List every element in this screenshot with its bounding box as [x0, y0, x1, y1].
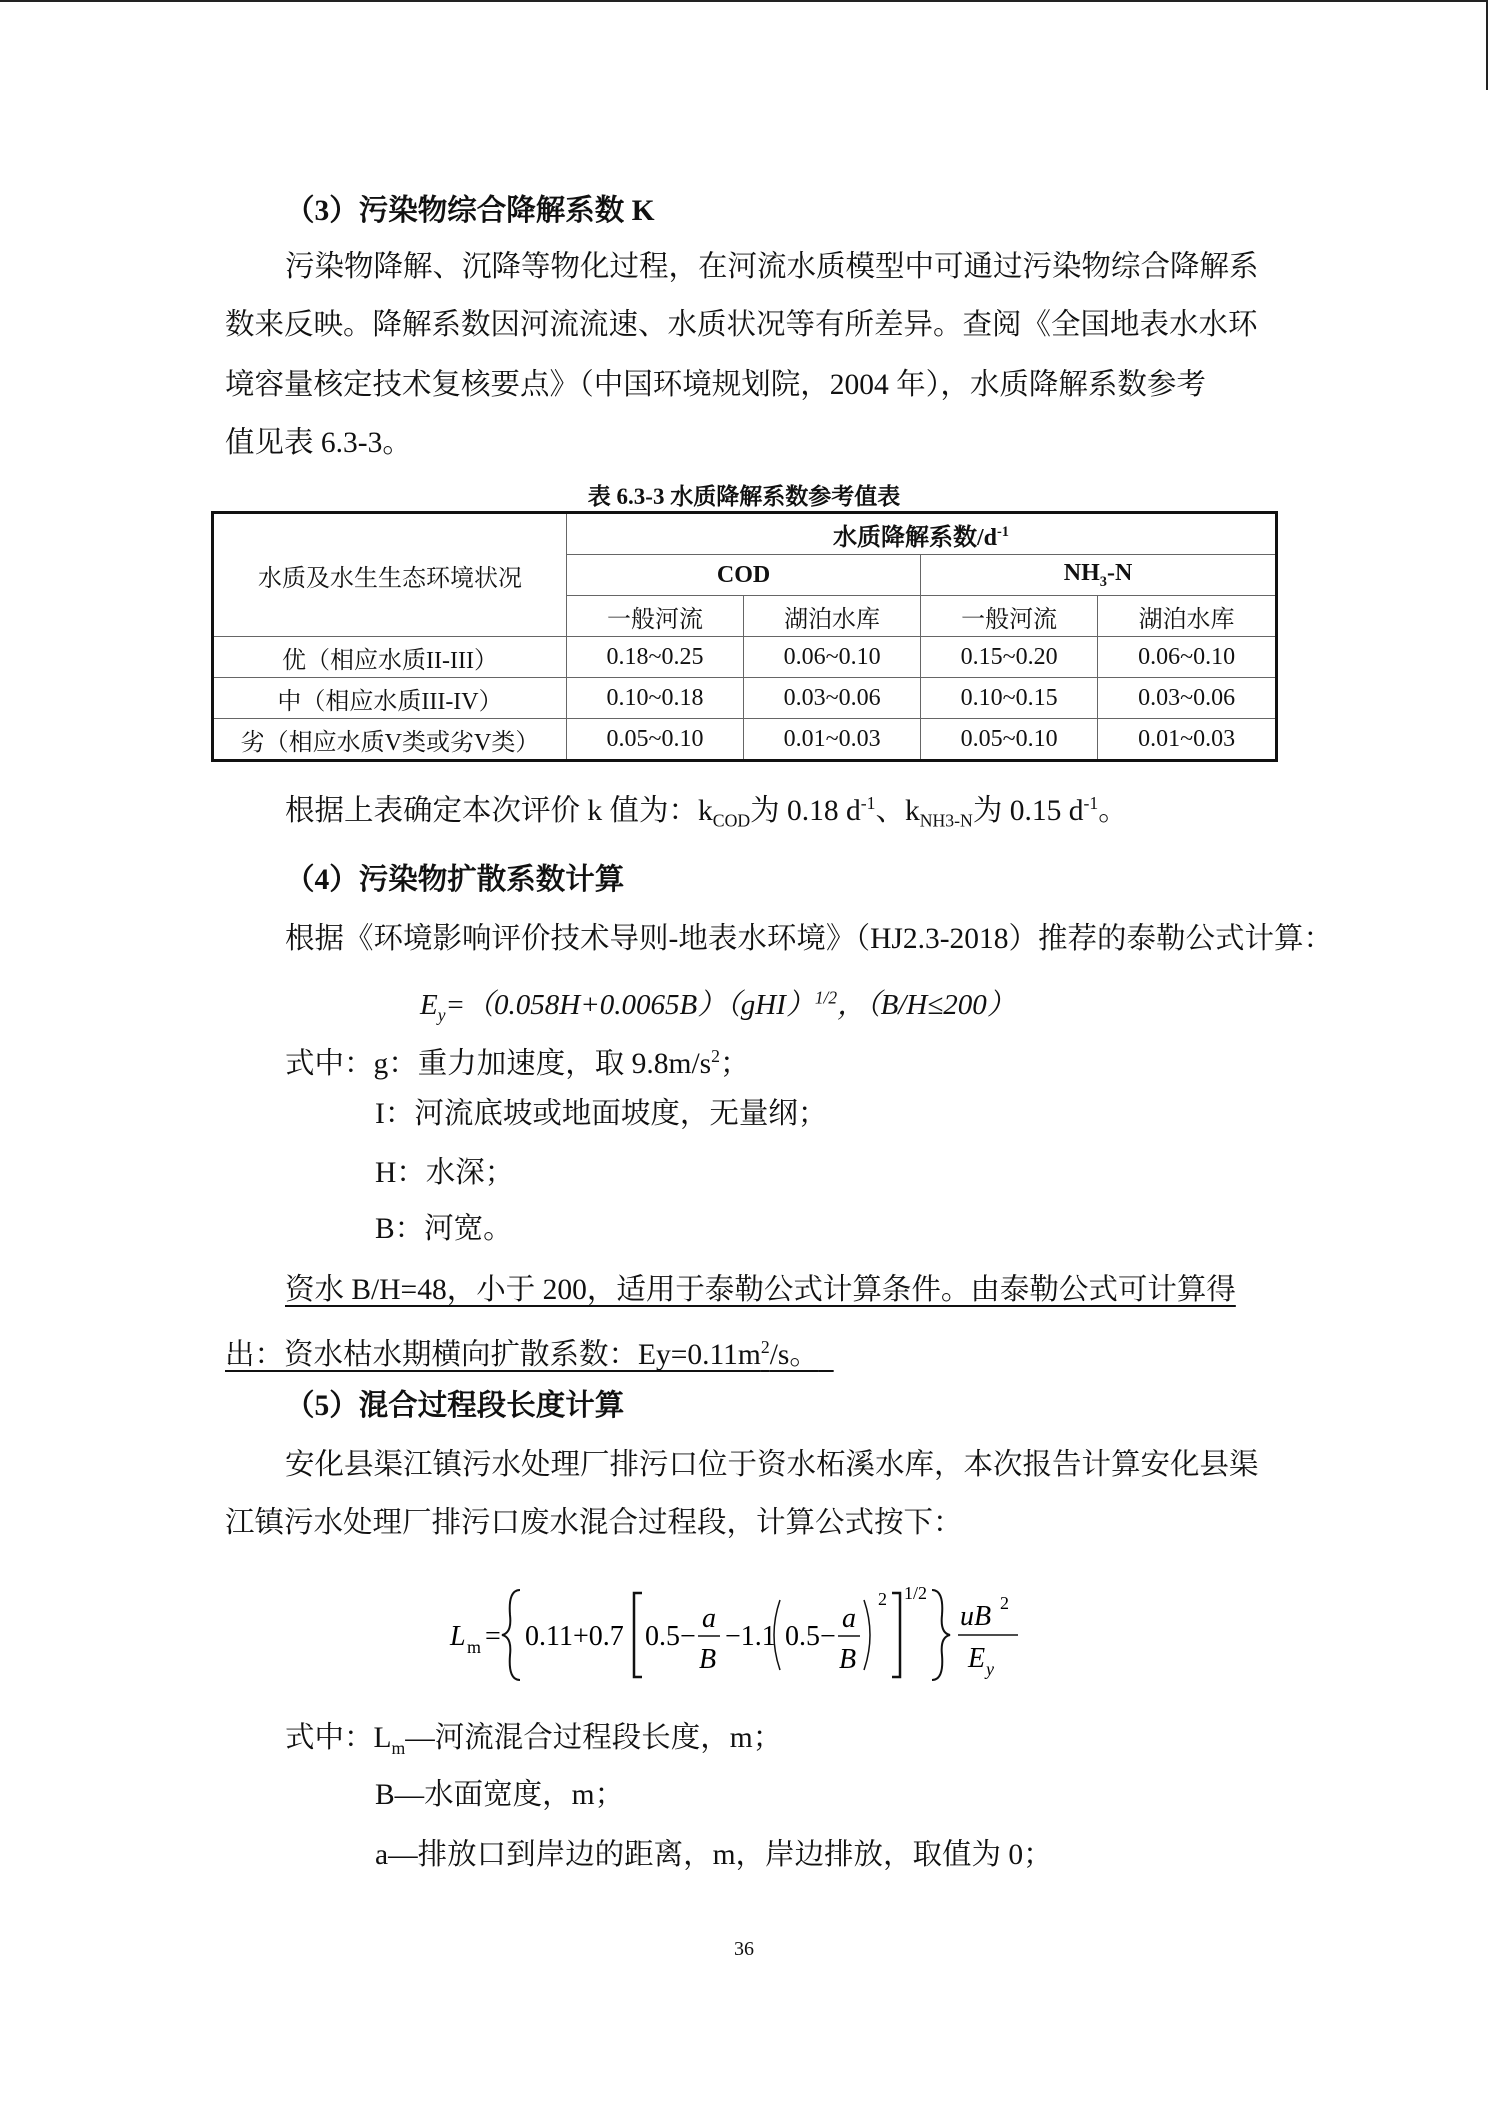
cell: 0.10~0.15 [921, 678, 1098, 719]
page-border-top [0, 0, 1488, 2]
formula-text: m [467, 1637, 482, 1657]
row-label: 劣（相应水质V类或劣V类） [213, 719, 567, 761]
where-line: I：河流底坡或地面坡度，无量纲； [375, 1098, 828, 1130]
cell: 0.05~0.10 [921, 719, 1098, 761]
degradation-coefficient-table [211, 511, 1278, 762]
formula-text: 0.11+0.7 [525, 1621, 624, 1652]
formula-text: a [702, 1603, 716, 1634]
table-caption: 表 6.3-3 水质降解系数参考值表 [587, 484, 901, 509]
sub-header: 湖泊水库 [744, 596, 921, 637]
cell: 0.03~0.06 [1098, 678, 1277, 719]
paragraph-line: 数来反映。降解系数因河流流速、水质状况等有所差异。查阅《全国地表水水环 [225, 309, 1258, 341]
right-brace [932, 1590, 950, 1680]
table-row [213, 719, 1277, 761]
formula-text: B [699, 1644, 717, 1675]
where-line: 式中：g：重力加速度，取 $9.8m/s^2$； [285, 1046, 750, 1080]
section-heading-4: （4）污染物扩散系数计算 [285, 864, 625, 896]
formula-text: 2 [1000, 1593, 1009, 1613]
formula-text: y [986, 1659, 994, 1679]
mixing-length-formula [440, 1575, 1060, 1695]
table-row [213, 678, 1277, 719]
k-value-line: 根据上表确定本次评价 k 值为：$k_{COD}$为 0.18 $d^{-1}$、$k_{NH3-N}$为 0.15 $d^{-1}$。 [285, 793, 1128, 831]
formula-text: = [485, 1621, 501, 1652]
row-label: 优（相应水质II-III） [213, 637, 567, 678]
sub-header: 一般河流 [567, 596, 744, 637]
cod-header: COD [567, 555, 921, 596]
where-line: a—排放口到岸边的距离，m，岸边排放，取值为 0； [375, 1839, 1053, 1871]
where-line: 式中：$L_m—$河流混合过程段长度，m； [285, 1722, 783, 1758]
left-brace [502, 1590, 520, 1680]
paragraph-line: 安化县渠江镇污水处理厂排污口位于资水柘溪水库，本次报告计算安化县渠 [285, 1449, 1259, 1481]
cell: 0.03~0.06 [744, 678, 921, 719]
paragraph-line: 境容量核定技术复核要点》（中国环境规划院，2004 年），水质降解系数参考 [225, 369, 1206, 401]
left-bracket [634, 1593, 642, 1677]
group-header: 水质降解系数$/d^{-1}$ [567, 513, 1277, 555]
paragraph-line: 值见表 6.3-3。 [225, 427, 412, 459]
cell: 0.01~0.03 [1098, 719, 1277, 761]
cell: 0.15~0.20 [921, 637, 1098, 678]
cell: 0.05~0.10 [567, 719, 744, 761]
right-bracket [892, 1593, 900, 1677]
underlined-line: 资水 B/H=48，小于 200，适用于泰勒公式计算条件。由泰勒公式可计算得 [285, 1274, 1236, 1306]
underlined-line: 出：资水枯水期横向扩散系数：$Ey=0.11m^2/s$。 [225, 1337, 819, 1371]
paragraph-line: 江镇污水处理厂排污口废水混合过程段，计算公式按下： [225, 1507, 963, 1539]
formula-text: 0.5− [785, 1621, 836, 1652]
page-number: 36 [734, 1938, 754, 1960]
nh3n-header: $NH_3-N$ [921, 555, 1277, 596]
paragraph-line: 根据《环境影响评价技术导则-地表水环境》（HJ2.3-2018）推荐的泰勒公式计算： [285, 923, 1334, 955]
where-line: H：水深； [375, 1157, 515, 1189]
paragraph-line: 污染物降解、沉降等物化过程，在河流水质模型中可通过污染物综合降解系 [285, 251, 1259, 283]
cell: 0.06~0.10 [744, 637, 921, 678]
where-line: B—水面宽度，m； [375, 1779, 625, 1811]
sub-header: 一般河流 [921, 596, 1098, 637]
formula-text: 2 [878, 1589, 887, 1609]
formula-text: −1.1 [725, 1621, 776, 1652]
formula-text: a [842, 1603, 856, 1634]
formula-text: 0.5− [645, 1621, 696, 1652]
formula-text: E [968, 1643, 986, 1674]
row-header: 水质及水生生态环境状况 [213, 513, 567, 637]
formula-text: L [450, 1621, 466, 1652]
formula-text: 1/2 [904, 1583, 928, 1603]
cell: 0.01~0.03 [744, 719, 921, 761]
cell: 0.06~0.10 [1098, 637, 1277, 678]
sub-header: 湖泊水库 [1098, 596, 1277, 637]
formula-text: B [839, 1644, 857, 1675]
cell: 0.10~0.18 [567, 678, 744, 719]
where-line: B：河宽。 [375, 1213, 513, 1245]
table-row [213, 637, 1277, 678]
section-heading-5: （5）混合过程段长度计算 [285, 1390, 625, 1422]
formula-text: uB [960, 1601, 992, 1632]
section-heading-3: （3）污染物综合降解系数 K [285, 195, 655, 227]
cell: 0.18~0.25 [567, 637, 744, 678]
taylor-formula: $E_y=(0.058H+0.0065B)(gHI)^{1/2}$，（B/H≤200） [420, 987, 1016, 1025]
row-label: 中（相应水质III-IV） [213, 678, 567, 719]
